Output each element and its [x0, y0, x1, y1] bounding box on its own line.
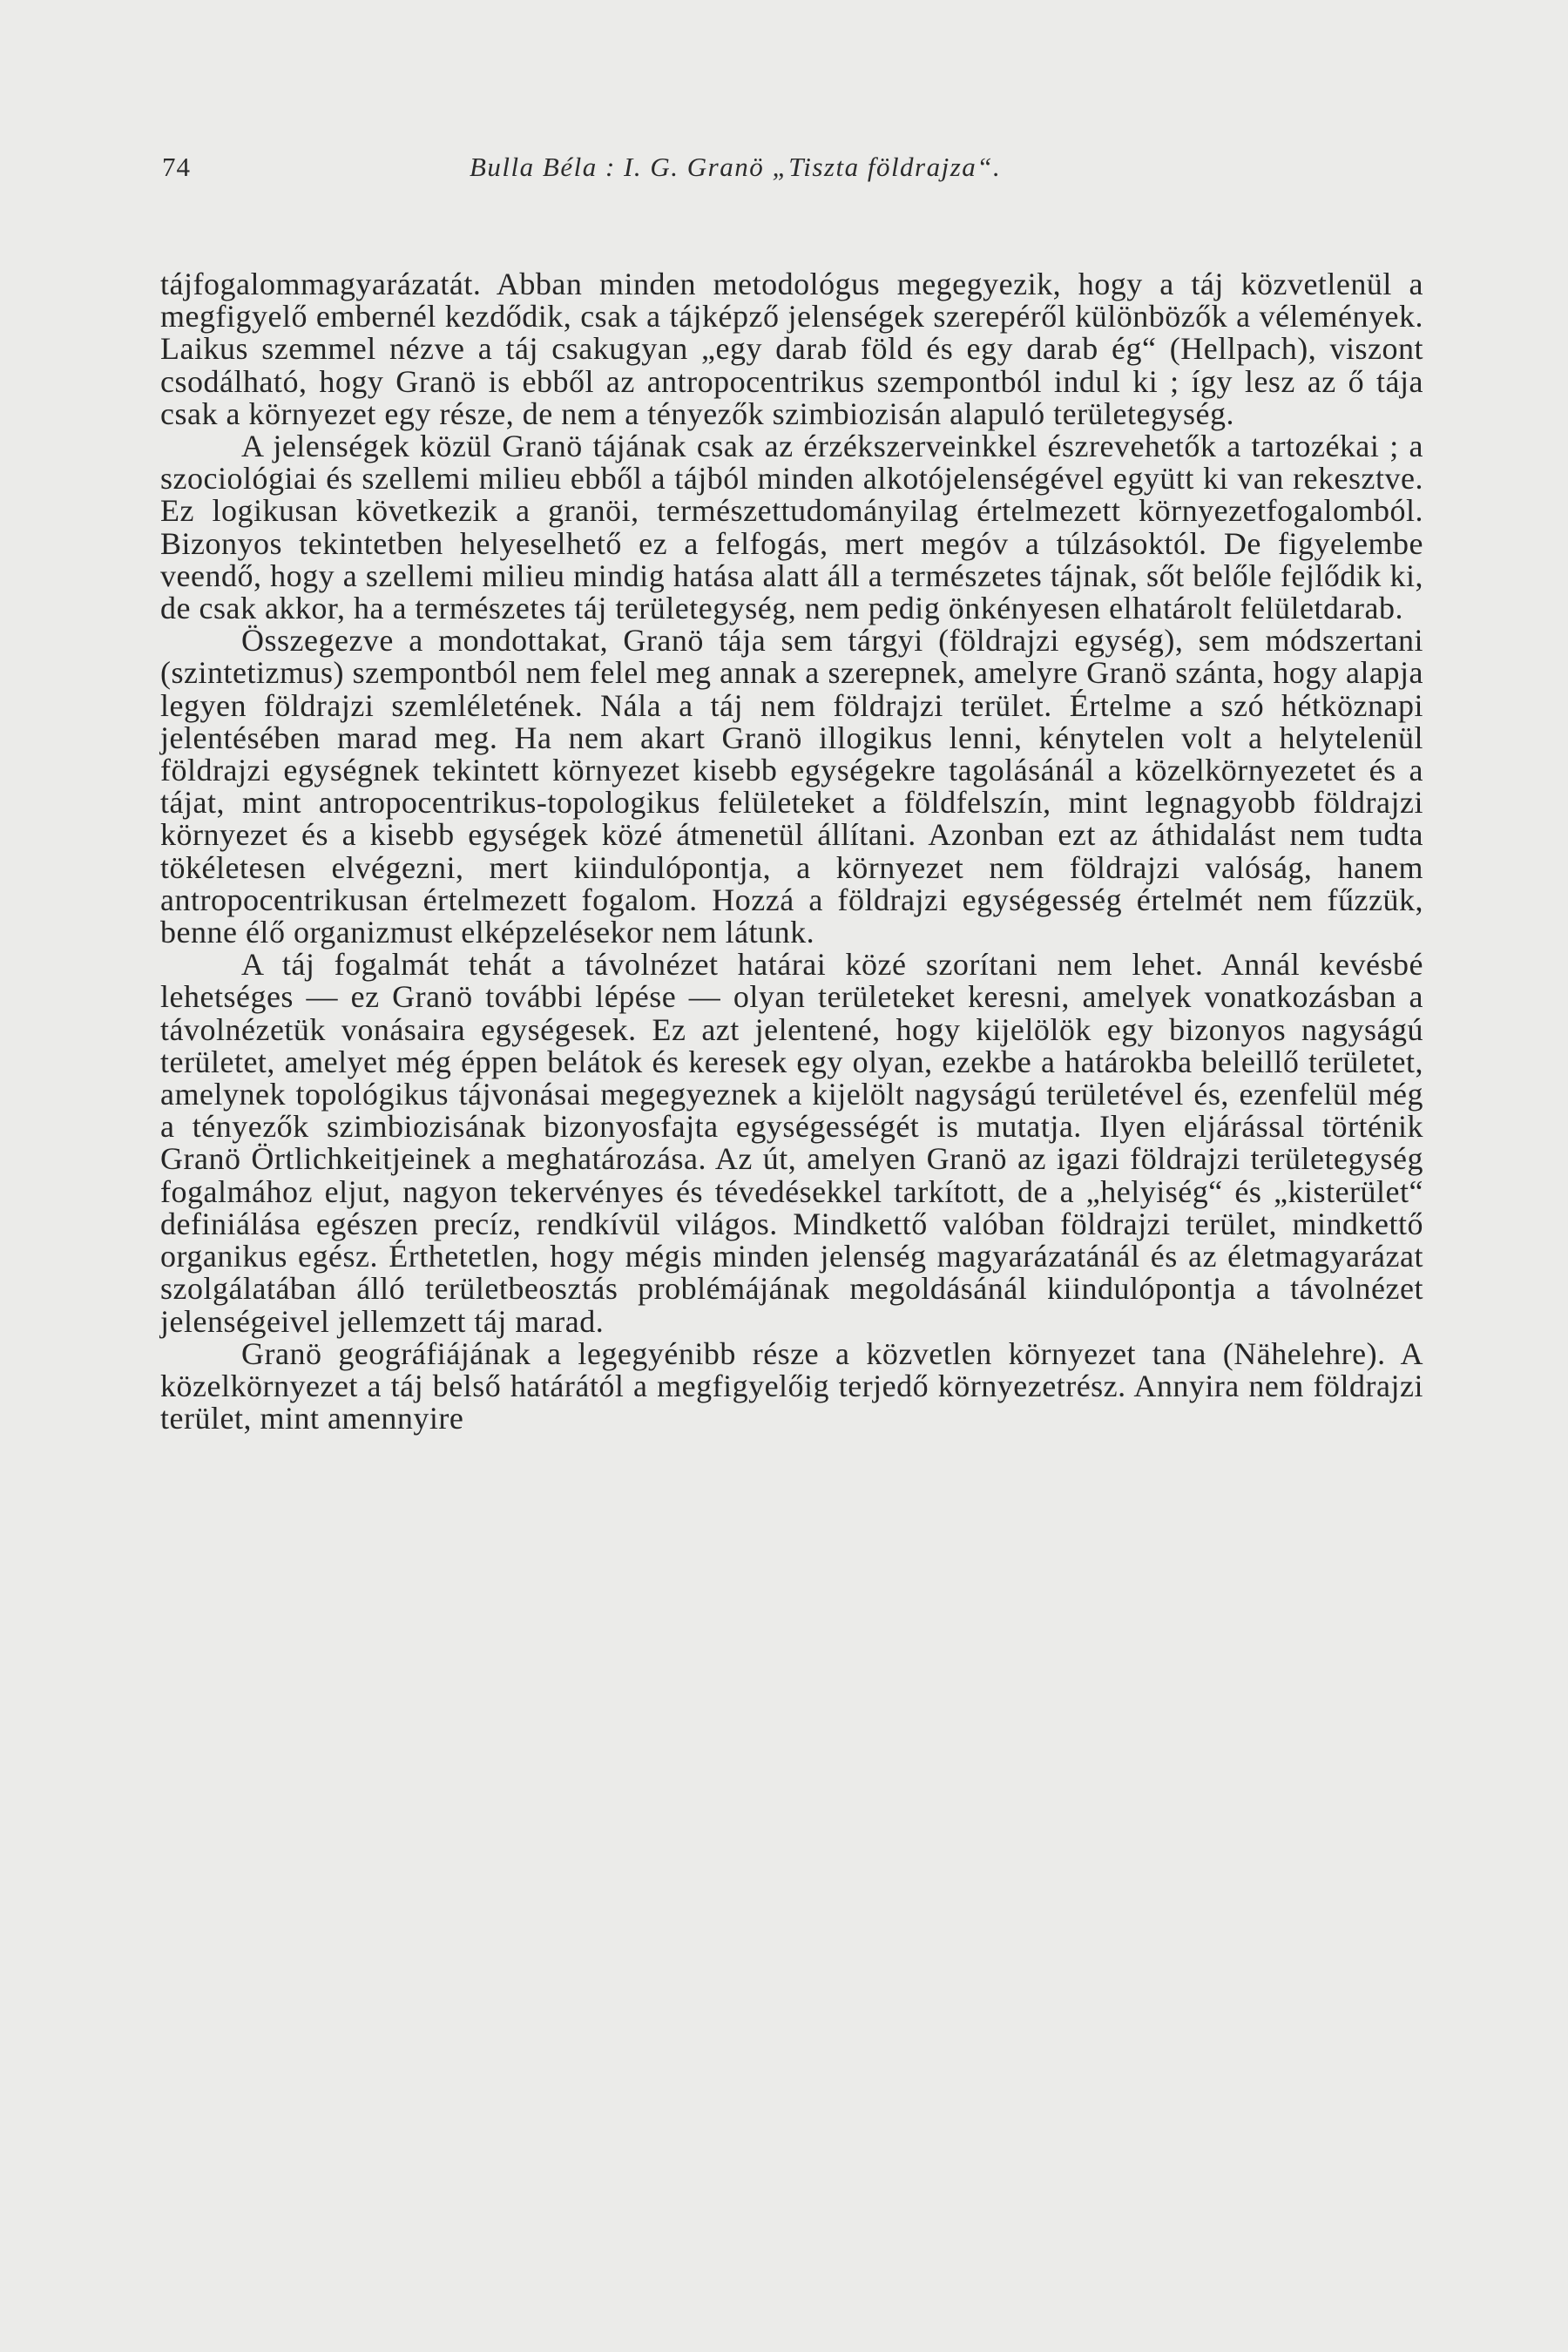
paragraph-4: A táj fogalmát tehát a távolnézet határai közé szorítani nem lehet. Annál kevésbé lehetséges — ez Granö további lépése — olyan területeket keresni, amelyek vonatkozásban a távolnézetük vonásaira egységesek. Ez azt jelentené, hogy kijelölök egy bizonyos nagyságú területet, amelyet még éppen belátok és keresek egy olyan, ezekbe a határokba beleillő területet, amelynek topológikus tájvonásai megegyeznek a kijelölt nagyságú területével és, ezenfelül még a tényezők szimbiozisának bizonyosfajta egységességét is mutatja. Ilyen eljárással történik Granö Örtlichkeitjeinek a meghatározása. Az út, amelyen Granö az igazi földrajzi területegység fogalmához eljut, nagyon tekervényes és tévedésekkel tarkított, de a „helyiség“ és „kisterület“ definiálása egészen precíz, rendkívül világos. Mindkettő valóban földrajzi terület, mindkettő organikus egész. Érthetetlen, hogy mégis minden jelenség magyarázatánál és az életmagyarázat szolgálatában álló területbeosztás problémájának megoldásánál kiindulópontja a távolnézet jelenségeivel jellemzett táj marad.	[160, 947, 1423, 1339]
paragraph-2: A jelenségek közül Granö tájának csak az érzékszerveinkkel észrevehetők a tartozékai ; a szociológiai és szellemi milieu ebből a tájból minden alkotójelenségével együtt ki van rekesztve. Ez logikusan következik a granöi, természettudományilag értelmezett környezetfogalomból. Bizonyos tekintetben helyeselhető ez a felfogás, mert megóv a túlzásoktól. De figyelembe veendő, hogy a szellemi milieu mindig hatása alatt áll a természetes tájnak, sőt belőle fejlődik ki, de csak akkor, ha a természetes táj területegység, nem pedig önkényesen elhatárolt felületdarab.	[160, 429, 1423, 626]
paragraph-3: Összegezve a mondottakat, Granö tája sem tárgyi (földrajzi egység), sem módszertani (szintetizmus) szempontból nem felel meg annak a szerepnek, amelyre Granö szánta, hogy alapja legyen földrajzi szemléletének. Nála a táj nem földrajzi terület. Értelme a szó hétköznapi jelentésében marad meg. Ha nem akart Granö illogikus lenni, kénytelen volt a helytelenül földrajzi egységnek tekintett környezet kisebb egységekre tagolásánál a közelkörnyezetet és a tájat, mint antropocentrikus-topologikus felületeket a földfelszín, mint legnagyobb földrajzi környezet és a kisebb egységek közé átmenetül állítani. Azonban ezt az áthidalást nem tudta tökéletesen elvégezni, mert kiindulópontja, a környezet nem földrajzi valóság, hanem antropocentrikusan értelmezett fogalom. Hozzá a földrajzi egységesség értelmét nem fűzzük, benne élő organizmust elképzelésekor nem látunk.	[160, 623, 1423, 950]
paragraph-1: tájfogalommagyarázatát. Abban minden metodológus megegyezik, hogy a táj közvetlenül a megfigyelő embernél kezdődik, csak a tájképző jelenségek szerepéről különbözők a vélemények. Laikus szemmel nézve a táj csakugyan „egy darab föld és egy darab ég“ (Hellpach), viszont csodálható, hogy Granö is ebből az antropocentrikus szempontból indul ki ; így lesz az ő tája csak a környezet egy része, de nem a tényezők szimbiozisán alapuló területegység.	[160, 267, 1423, 431]
page-header	[162, 146, 1425, 199]
paragraph-5: Granö geográfiájának a legegyénibb része a közvetlen környezet tana (Nähelehre). A közelkörnyezet a táj belső határától a megfigyelőig terjedő környezetrész. Annyira nem földrajzi terület, mint amennyire	[160, 1335, 1423, 1436]
body-text	[160, 268, 1423, 1435]
page-number: 74	[162, 152, 191, 182]
running-head: Bulla Béla : I. G. Granö „Tiszta földrajza“.	[470, 152, 1002, 182]
